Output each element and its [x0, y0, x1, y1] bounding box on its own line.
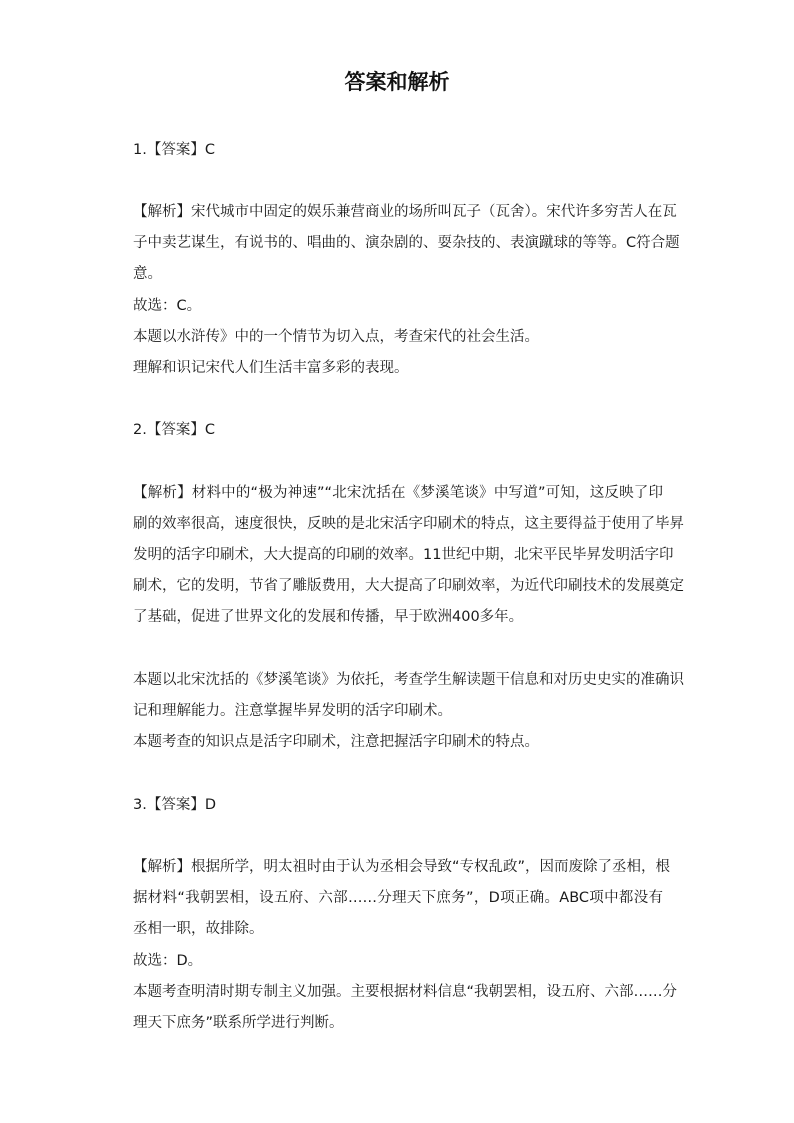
- q3-note-2: 理天下庶务”联系所学进行判断。: [133, 1015, 344, 1031]
- q1-analysis-line-2: 子中卖艺谋生，有说书的、唱曲的、演杂剧的、耍杂技的、表演蹴球的等等。C符合题: [133, 235, 680, 251]
- q2-answer: 2.【答案】C: [133, 422, 215, 438]
- q3-choice: 故选：D。: [133, 953, 203, 969]
- q1-choice: 故选：C。: [133, 298, 202, 314]
- q3-answer: 3.【答案】D: [133, 797, 216, 813]
- q1-analysis-line-1: 【解析】宋代城市中固定的娱乐兼营商业的场所叫瓦子（瓦舍）。宋代许多穷苦人在瓦: [133, 204, 677, 220]
- q3-note-1: 本题考查明清时期专制主义加强。主要根据材料信息“我朝罢相，设五府、六部……分: [133, 984, 678, 1000]
- q1-answer: 1.【答案】C: [133, 142, 215, 158]
- page-title: 答案和解析: [344, 70, 450, 94]
- q1-note-1: 本题以水浒传》中的一个情节为切入点，考查宋代的社会生活。: [133, 329, 539, 345]
- q2-analysis-line-1: 【解析】材料中的“极为神速”“北宋沈括在《梦溪笔谈》中写道”可知，这反映了印: [133, 485, 663, 501]
- q3-analysis-line-3: 丞相一职，故排除。: [133, 921, 264, 937]
- q2-analysis-line-2: 刷的效率很高，速度很快，反映的是北宋活字印刷术的特点，这主要得益于使用了毕昇: [133, 516, 684, 532]
- q2-note-3: 本题考查的知识点是活字印刷术，注意把握活字印刷术的特点。: [133, 734, 539, 750]
- q1-analysis-line-3: 意。: [133, 266, 162, 282]
- q2-note-1: 本题以北宋沈括的《梦溪笔谈》为依托，考查学生解读题干信息和对历史史实的准确识: [133, 672, 684, 688]
- q3-analysis-line-1: 【解析】根据所学，明太祖时由于认为丞相会导致“专权乱政”，因而废除了丞相，根: [133, 859, 671, 875]
- q1-note-2: 理解和识记宋代人们生活丰富多彩的表现。: [133, 360, 409, 376]
- q2-analysis-line-3: 发明的活字印刷术，大大提高的印刷的效率。11世纪中期，北宋平民毕昇发明活字印: [133, 547, 674, 563]
- q2-note-2: 记和理解能力。注意掌握毕昇发明的活字印刷术。: [133, 703, 452, 719]
- q3-analysis-line-2: 据材料“我朝罢相，设五府、六部……分理天下庶务”，D项正确。ABC项中都没有: [133, 890, 663, 906]
- q2-analysis-line-4: 刷术，它的发明，节省了雕版费用，大大提高了印刷效率，为近代印刷技术的发展奠定: [133, 578, 684, 594]
- q2-analysis-line-5: 了基础，促进了世界文化的发展和传播，早于欧洲400多年。: [133, 609, 524, 625]
